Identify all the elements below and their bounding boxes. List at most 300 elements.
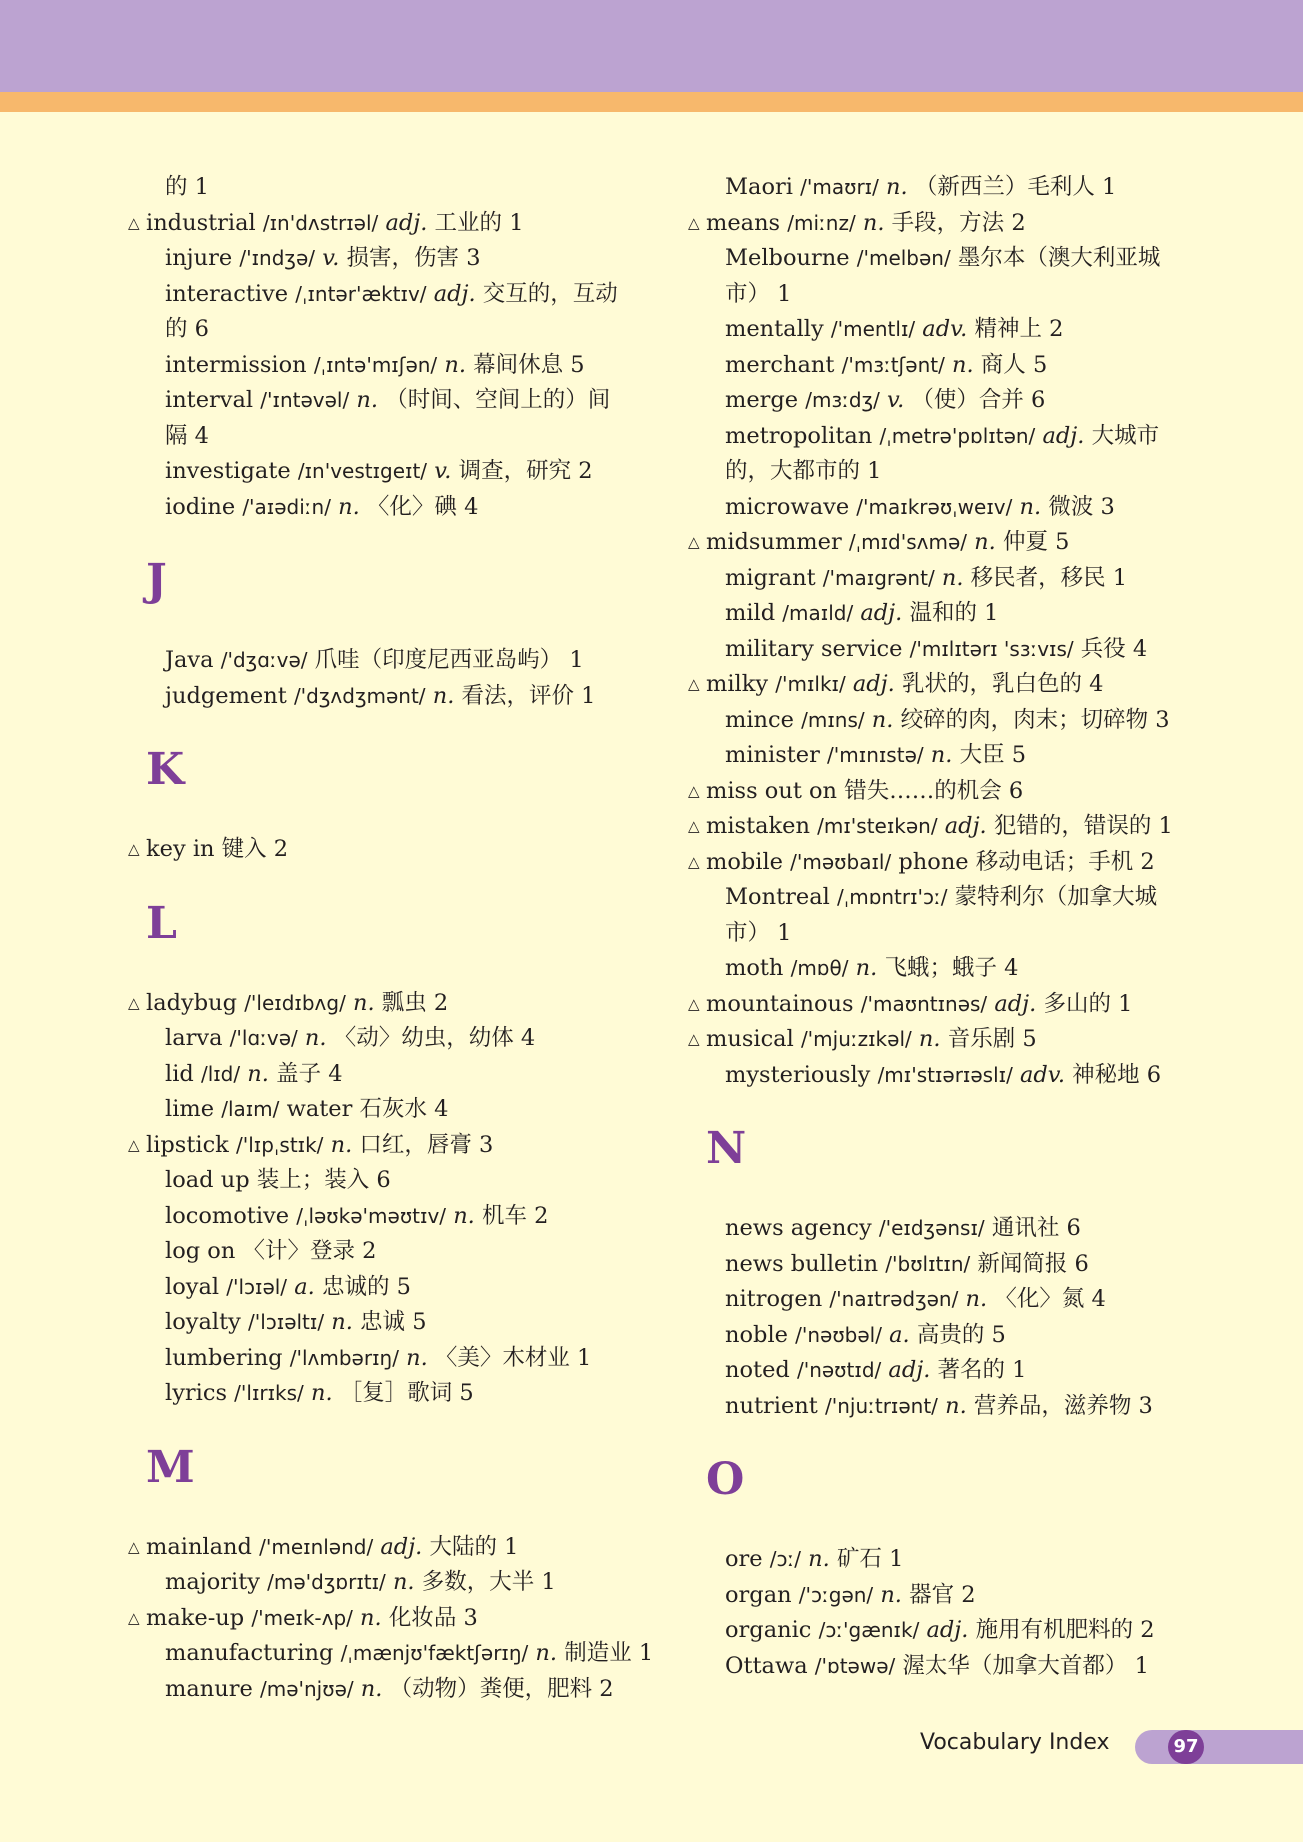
entry-headword: lid bbox=[165, 1060, 194, 1087]
entry-headword: loyal bbox=[165, 1273, 220, 1300]
entry-part-of-speech: n. bbox=[941, 564, 964, 591]
entry-phonetic: /'meɪk-ʌp/ bbox=[251, 1605, 353, 1630]
entry-part-of-speech: n. bbox=[1019, 493, 1042, 520]
entry-definition: 神秘地 6 bbox=[1072, 1061, 1162, 1088]
entry-phonetic: /lɪd/ bbox=[200, 1061, 241, 1086]
entry-phonetic: /'mɪlkɪ/ bbox=[775, 672, 846, 696]
entry-definition: 大城市 bbox=[1091, 422, 1160, 449]
entry-part-of-speech: n. bbox=[432, 682, 455, 709]
entry-definition: 错失……的机会 6 bbox=[844, 777, 1024, 804]
triangle-marker-icon: △ bbox=[688, 994, 700, 1013]
vocab-entry bbox=[688, 1389, 1188, 1425]
entry-headword: metropolitan bbox=[725, 422, 873, 449]
entry-headword: investigate bbox=[165, 458, 291, 484]
entry-phonetic: /ɔː/ bbox=[769, 1547, 801, 1571]
vocab-entry bbox=[128, 1672, 628, 1708]
entry-continuation bbox=[688, 916, 1188, 952]
page-number: 97 bbox=[1168, 1730, 1204, 1764]
entry-headword: lipstick bbox=[146, 1131, 229, 1158]
entry-definition: 口红，唇膏 3 bbox=[359, 1131, 494, 1158]
left-column bbox=[128, 170, 654, 1707]
entry-definition: 瓢虫 2 bbox=[381, 989, 449, 1016]
vocab-entry bbox=[128, 1341, 628, 1377]
entry-headword: interval bbox=[165, 387, 254, 413]
vocab-entry bbox=[128, 1636, 654, 1672]
vocab-entry bbox=[128, 986, 628, 1022]
entry-phonetic: /'ɪndʒə/ bbox=[239, 246, 316, 270]
entry-definition: 渥太华（加拿大首都） 1 bbox=[902, 1652, 1149, 1679]
entry-part-of-speech: n. bbox=[304, 1025, 327, 1051]
entry-headword: milky bbox=[706, 671, 769, 697]
vocab-entry bbox=[128, 1092, 628, 1128]
entry-definition: 音乐剧 5 bbox=[947, 1026, 1037, 1052]
entry-phonetic: /ɪn'vestɪgeɪt/ bbox=[297, 459, 428, 483]
entry-part-of-speech: adj. bbox=[944, 813, 987, 839]
entry-part-of-speech: n. bbox=[352, 989, 375, 1016]
entry-part-of-speech: n. bbox=[310, 1380, 333, 1406]
triangle-marker-icon: △ bbox=[128, 993, 140, 1012]
entry-headword: Ottawa bbox=[725, 1652, 808, 1679]
entry-headword: mild bbox=[725, 600, 776, 626]
entry-definition: 大陆的 1 bbox=[429, 1533, 519, 1560]
entry-phonetic: /'məʊbaɪl/ bbox=[790, 849, 892, 874]
entry-phonetic: /'mɜːtʃənt/ bbox=[841, 352, 945, 377]
vocab-entry bbox=[688, 632, 1188, 668]
entry-phonetic: /ˌmetrə'pɒlɪtən/ bbox=[879, 423, 1036, 448]
vocab-entry bbox=[688, 667, 1188, 703]
entry-definition: 〈动〉幼虫，幼体 4 bbox=[333, 1025, 536, 1051]
entry-headword: noted bbox=[725, 1357, 790, 1383]
entry-part-of-speech: n. bbox=[247, 1060, 269, 1087]
section-letter-heading: L bbox=[146, 897, 177, 949]
entry-headword: lime bbox=[165, 1096, 215, 1122]
vocab-entry bbox=[688, 1211, 1188, 1247]
entry-headword: mistaken bbox=[706, 813, 810, 839]
entry-definition: 机车 2 bbox=[482, 1202, 549, 1229]
entry-phonetic: /'meɪnlənd/ bbox=[259, 1534, 374, 1559]
entry-phonetic: /'leɪdɪbʌg/ bbox=[244, 990, 346, 1015]
entry-part-of-speech: n. bbox=[330, 1131, 353, 1158]
entry-definition: 看法，评价 1 bbox=[461, 682, 596, 709]
entry-definition: 移民者，移民 1 bbox=[970, 564, 1128, 591]
entry-part-of-speech: adj. bbox=[433, 280, 476, 307]
entry-phonetic: /'bʊlɪtɪn/ bbox=[885, 1251, 971, 1276]
entry-phonetic: /'dʒʌdʒmənt/ bbox=[293, 683, 426, 708]
entry-part-of-speech: n. bbox=[535, 1640, 558, 1666]
section-letter-heading: J bbox=[146, 555, 167, 606]
vocab-entry bbox=[128, 1530, 628, 1566]
entry-definition: （动物）粪便，肥料 2 bbox=[389, 1675, 614, 1702]
entry-definition: 的 6 bbox=[165, 316, 209, 342]
triangle-marker-icon: △ bbox=[688, 817, 700, 835]
entry-definition: 的，大都市的 1 bbox=[725, 458, 882, 484]
vocab-entry bbox=[128, 1199, 628, 1235]
triangle-marker-icon: △ bbox=[688, 533, 700, 551]
vocab-entry bbox=[688, 419, 1188, 455]
entry-definition: 乳状的，乳白色的 4 bbox=[901, 671, 1104, 697]
entry-definition: 盖子 4 bbox=[276, 1060, 343, 1087]
vocab-entry bbox=[128, 1234, 628, 1270]
entry-definition: 〈化〉碘 4 bbox=[366, 493, 479, 520]
vocab-entry bbox=[128, 1270, 628, 1306]
entry-definition: 制造业 1 bbox=[564, 1640, 654, 1666]
triangle-marker-icon: △ bbox=[688, 852, 700, 871]
entry-part-of-speech: n. bbox=[951, 351, 974, 378]
entry-definition: 损害，伤害 3 bbox=[346, 245, 481, 271]
vocab-entry bbox=[688, 1542, 1188, 1578]
vocab-entry bbox=[128, 832, 628, 868]
entry-phonetic: /mɜːdʒ/ bbox=[805, 388, 880, 412]
entry-headword: ladybug bbox=[146, 989, 238, 1016]
entry-phonetic: /mɒθ/ bbox=[790, 956, 849, 980]
entry-headword: mobile bbox=[706, 848, 783, 875]
vocab-entry bbox=[688, 845, 1188, 881]
triangle-marker-icon: △ bbox=[688, 675, 700, 693]
entry-phonetic: /ˌləʊkə'məʊtɪv/ bbox=[296, 1203, 447, 1228]
entry-phonetic: /mɪ'stɪərɪəslɪ/ bbox=[877, 1062, 1013, 1087]
entry-definition: 飞蛾；蛾子 4 bbox=[884, 955, 1019, 981]
entry-definition: 多数，大半 1 bbox=[421, 1569, 556, 1595]
vocab-entry bbox=[688, 383, 1188, 419]
vocab-entry bbox=[688, 951, 1188, 987]
entry-definition: 化妆品 3 bbox=[388, 1604, 478, 1631]
entry-part-of-speech: n. bbox=[855, 955, 878, 981]
vocab-entry bbox=[128, 1057, 628, 1093]
entry-headword: industrial bbox=[146, 209, 256, 236]
entry-headword: iodine bbox=[165, 493, 236, 520]
entry-part-of-speech: v. bbox=[322, 245, 340, 271]
entry-definition: 键入 2 bbox=[221, 836, 289, 862]
entry-definition: 仲夏 5 bbox=[1002, 529, 1070, 555]
entry-definition: 隔 4 bbox=[165, 422, 209, 449]
entry-headword: majority bbox=[165, 1569, 260, 1595]
entry-phonetic: /ˌmɒntrɪ'ɔː/ bbox=[836, 885, 948, 909]
entry-headword: news agency bbox=[725, 1215, 872, 1241]
section-letter-heading: O bbox=[706, 1454, 745, 1505]
entry-headword: Java bbox=[165, 647, 214, 673]
triangle-marker-icon: △ bbox=[128, 1537, 140, 1556]
header-band bbox=[0, 0, 1303, 92]
entry-phonetic: /mɪ'steɪkən/ bbox=[817, 814, 938, 838]
entry-headword: miss out on bbox=[706, 777, 838, 804]
entry-definition: 蒙特利尔（加拿大城 bbox=[954, 884, 1158, 910]
entry-phonetic: /'aɪədiːn/ bbox=[242, 494, 331, 519]
header-stripe bbox=[0, 92, 1303, 112]
entry-definition: water 石灰水 4 bbox=[286, 1096, 449, 1122]
entry-continuation bbox=[128, 312, 628, 348]
entry-continuation bbox=[688, 277, 1188, 313]
entry-part-of-speech: n. bbox=[338, 493, 360, 520]
vocab-entry bbox=[128, 1163, 628, 1199]
entry-definition: 装上；装入 6 bbox=[256, 1167, 391, 1193]
triangle-marker-icon: △ bbox=[128, 1608, 140, 1627]
entry-continuation bbox=[128, 170, 628, 206]
vocab-entry bbox=[128, 1305, 628, 1341]
entry-headword: mentally bbox=[725, 316, 824, 342]
vocab-entry bbox=[688, 561, 1188, 597]
triangle-marker-icon: △ bbox=[128, 1135, 140, 1154]
vocab-entry bbox=[128, 1565, 628, 1601]
entry-continuation bbox=[688, 454, 1188, 490]
entry-definition: 大臣 5 bbox=[959, 742, 1027, 768]
entry-headword: organic bbox=[725, 1617, 812, 1643]
entry-part-of-speech: n. bbox=[974, 529, 996, 555]
entry-headword: injure bbox=[165, 245, 233, 271]
entry-definition: 器官 2 bbox=[909, 1581, 976, 1608]
vocab-entry bbox=[128, 1376, 628, 1412]
entry-definition: 营养品，滋养物 3 bbox=[973, 1392, 1153, 1419]
entry-definition: 手段，方法 2 bbox=[891, 209, 1026, 236]
entry-phonetic: /laɪm/ bbox=[221, 1097, 280, 1121]
entry-phonetic: /'ɪntəvəl/ bbox=[260, 388, 350, 412]
footer-tab bbox=[1135, 1730, 1303, 1764]
entry-headword: intermission bbox=[165, 351, 307, 378]
entry-headword: musical bbox=[706, 1026, 794, 1052]
vocab-entry bbox=[688, 738, 1188, 774]
triangle-marker-icon: △ bbox=[688, 1030, 700, 1048]
entry-part-of-speech: n. bbox=[360, 1675, 383, 1702]
entry-headword: nutrient bbox=[725, 1392, 818, 1419]
vocab-entry bbox=[128, 679, 628, 715]
entry-headword: mountainous bbox=[706, 990, 854, 1017]
footer-section-title: Vocabulary Index bbox=[920, 1730, 1110, 1755]
entry-part-of-speech: a. bbox=[294, 1273, 315, 1300]
vocab-entry bbox=[128, 643, 628, 679]
entry-phonetic: /'mɪnɪstə/ bbox=[827, 743, 924, 767]
entry-definition: 的 1 bbox=[165, 174, 209, 200]
vocab-entry bbox=[128, 277, 628, 313]
entry-definition: 幕间休息 5 bbox=[473, 351, 585, 378]
entry-definition: 新闻简报 6 bbox=[977, 1250, 1089, 1277]
entry-definition: 犯错的，错误的 1 bbox=[993, 813, 1173, 839]
entry-definition: 忠诚 5 bbox=[360, 1309, 427, 1335]
entry-part-of-speech: n. bbox=[880, 1581, 902, 1608]
vocab-entry bbox=[688, 348, 1188, 384]
vocab-entry bbox=[688, 1282, 1188, 1318]
entry-definition: 温和的 1 bbox=[909, 600, 999, 626]
entry-part-of-speech: adj. bbox=[926, 1617, 969, 1643]
entry-part-of-speech: n. bbox=[331, 1309, 353, 1335]
vocab-entry bbox=[688, 1247, 1188, 1283]
entry-definition: 商人 5 bbox=[980, 351, 1048, 378]
entry-headword: minister bbox=[725, 742, 820, 768]
section-letter-heading: K bbox=[146, 744, 185, 795]
vocab-entry bbox=[128, 206, 628, 242]
vocab-entry bbox=[688, 1022, 1188, 1058]
vocab-entry bbox=[688, 596, 1188, 632]
entry-part-of-speech: adj. bbox=[852, 671, 895, 697]
entry-headword: merge bbox=[725, 387, 799, 413]
entry-headword: manure bbox=[165, 1675, 253, 1702]
entry-phonetic: /'ɔːgən/ bbox=[798, 1582, 874, 1607]
vocab-entry bbox=[688, 206, 1188, 242]
entry-phonetic: /'lɑːvə/ bbox=[229, 1026, 298, 1050]
entry-headword: merchant bbox=[725, 351, 835, 378]
entry-headword: Melbourne bbox=[725, 245, 850, 271]
entry-definition: 交互的，互动 bbox=[482, 280, 618, 307]
entry-definition: phone 移动电话；手机 2 bbox=[898, 848, 1155, 875]
entry-part-of-speech: n. bbox=[444, 351, 466, 378]
vocab-entry bbox=[128, 454, 628, 490]
entry-definition: 忠诚的 5 bbox=[321, 1273, 411, 1300]
entry-headword: news bulletin bbox=[725, 1250, 879, 1277]
entry-headword: moth bbox=[725, 955, 784, 981]
entry-headword: lumbering bbox=[165, 1344, 283, 1371]
entry-part-of-speech: n. bbox=[392, 1569, 415, 1595]
entry-phonetic: /'lɪrɪks/ bbox=[234, 1381, 304, 1405]
vocab-entry bbox=[688, 809, 1188, 845]
entry-headword: noble bbox=[725, 1321, 788, 1348]
vocab-entry bbox=[128, 241, 628, 277]
entry-part-of-speech: adj. bbox=[385, 209, 428, 236]
entry-headword: migrant bbox=[725, 564, 816, 591]
entry-phonetic: /mə'dʒɒrɪtɪ/ bbox=[267, 1570, 386, 1594]
entry-phonetic: /ˌmænjʊ'fæktʃərɪŋ/ bbox=[340, 1641, 529, 1665]
vocab-entry bbox=[688, 1578, 1188, 1614]
entry-headword: load up bbox=[165, 1167, 250, 1193]
entry-phonetic: /ˌɪntər'æktɪv/ bbox=[295, 281, 427, 306]
entry-headword: interactive bbox=[165, 280, 289, 307]
entry-headword: Montreal bbox=[725, 884, 830, 910]
entry-phonetic: /'dʒɑːvə/ bbox=[220, 648, 308, 672]
entry-headword: judgement bbox=[165, 682, 287, 709]
entry-phonetic: /maɪld/ bbox=[782, 601, 854, 625]
entry-phonetic: /'mentlɪ/ bbox=[830, 317, 916, 341]
entry-part-of-speech: n. bbox=[918, 1026, 941, 1052]
entry-part-of-speech: n. bbox=[862, 209, 885, 236]
entry-headword: Maori bbox=[725, 174, 793, 200]
entry-phonetic: /'maɪkrəʊˌweɪv/ bbox=[856, 494, 1013, 519]
entry-part-of-speech: adj. bbox=[860, 600, 903, 626]
entry-definition: 调查，研究 2 bbox=[458, 458, 593, 484]
entry-definition: 精神上 2 bbox=[974, 316, 1064, 342]
entry-definition: 〈化〉氮 4 bbox=[994, 1286, 1106, 1312]
entry-headword: lyrics bbox=[165, 1380, 228, 1406]
entry-part-of-speech: n. bbox=[808, 1546, 830, 1572]
vocab-entry bbox=[688, 525, 1188, 561]
entry-headword: ore bbox=[725, 1546, 763, 1572]
entry-phonetic: /'mɪlɪtərɪ 'sɜːvɪs/ bbox=[909, 636, 1074, 661]
entry-definition: 兵役 4 bbox=[1080, 635, 1148, 662]
vocab-entry bbox=[688, 312, 1188, 348]
vocab-entry bbox=[688, 1318, 1188, 1354]
vocab-entry bbox=[688, 880, 1188, 916]
vocab-entry bbox=[688, 1649, 1188, 1685]
entry-phonetic: /'nəʊtɪd/ bbox=[796, 1358, 882, 1382]
entry-definition: 〈美〉木材业 1 bbox=[434, 1344, 592, 1371]
entry-part-of-speech: n. bbox=[406, 1344, 428, 1371]
entry-headword: means bbox=[706, 209, 781, 236]
entry-phonetic: /'lɪpˌstɪk/ bbox=[235, 1132, 324, 1157]
entry-headword: locomotive bbox=[165, 1202, 290, 1229]
entry-headword: microwave bbox=[725, 493, 850, 520]
entry-definition: （使）合并 6 bbox=[911, 387, 1046, 413]
vocab-entry bbox=[688, 490, 1188, 526]
entry-phonetic: /'maʊntɪnəs/ bbox=[860, 991, 988, 1016]
triangle-marker-icon: △ bbox=[688, 781, 700, 800]
entry-phonetic: /'ɒtəwə/ bbox=[814, 1653, 896, 1678]
entry-definition: 〈计〉登录 2 bbox=[242, 1238, 377, 1264]
entry-phonetic: /'eɪdʒənsɪ/ bbox=[878, 1216, 985, 1240]
entry-definition: （新西兰）毛利人 1 bbox=[914, 174, 1117, 200]
entry-definition: 市） 1 bbox=[725, 280, 792, 307]
entry-phonetic: /'maʊrɪ/ bbox=[800, 175, 879, 199]
entry-definition: 微波 3 bbox=[1048, 493, 1115, 520]
entry-definition: 绞碎的肉，肉末；切碎物 3 bbox=[900, 706, 1170, 733]
entry-phonetic: /'nəʊbəl/ bbox=[795, 1322, 882, 1347]
entry-phonetic: /miːnz/ bbox=[787, 210, 856, 235]
entry-part-of-speech: n. bbox=[360, 1604, 382, 1631]
entry-phonetic: /'melbən/ bbox=[856, 246, 951, 270]
entry-phonetic: /ˌɪntə'mɪʃən/ bbox=[313, 352, 438, 377]
entry-definition: 工业的 1 bbox=[434, 209, 524, 236]
entry-phonetic: /ˌmɪd'sʌmə/ bbox=[848, 530, 967, 554]
entry-headword: key in bbox=[146, 836, 215, 862]
entry-phonetic: /'lɔɪəltɪ/ bbox=[247, 1310, 325, 1334]
vocab-entry bbox=[128, 490, 628, 526]
entry-part-of-speech: adj. bbox=[994, 990, 1037, 1017]
entry-part-of-speech: n. bbox=[930, 742, 953, 768]
entry-headword: organ bbox=[725, 1581, 792, 1608]
entry-headword: larva bbox=[165, 1025, 223, 1051]
vocab-entry bbox=[128, 1021, 628, 1057]
entry-definition: 多山的 1 bbox=[1043, 990, 1133, 1017]
entry-definition: 高贵的 5 bbox=[916, 1321, 1006, 1348]
vocab-entry bbox=[128, 348, 628, 384]
vocab-entry bbox=[688, 774, 1188, 810]
entry-part-of-speech: adj. bbox=[1042, 422, 1085, 449]
entry-part-of-speech: adj. bbox=[888, 1357, 931, 1383]
entry-headword: loyalty bbox=[165, 1309, 241, 1335]
section-letter-heading: M bbox=[146, 1441, 195, 1493]
right-column bbox=[688, 170, 1188, 1684]
entry-part-of-speech: adj. bbox=[380, 1533, 423, 1560]
entry-headword: nitrogen bbox=[725, 1286, 823, 1312]
entry-part-of-speech: n. bbox=[886, 174, 908, 200]
vocab-entry bbox=[128, 1128, 628, 1164]
vocab-entry bbox=[688, 1353, 1188, 1389]
triangle-marker-icon: △ bbox=[128, 840, 140, 858]
vocab-entry bbox=[128, 383, 628, 419]
entry-part-of-speech: n. bbox=[965, 1286, 988, 1312]
entry-part-of-speech: v. bbox=[887, 387, 905, 413]
vocab-entry bbox=[128, 1601, 628, 1637]
entry-headword: mysteriously bbox=[725, 1061, 871, 1088]
entry-continuation bbox=[128, 419, 628, 455]
vocab-entry bbox=[688, 1058, 1188, 1094]
entry-headword: mainland bbox=[146, 1533, 252, 1560]
entry-part-of-speech: n. bbox=[871, 706, 894, 733]
entry-definition: 著名的 1 bbox=[937, 1357, 1027, 1383]
triangle-marker-icon: △ bbox=[688, 213, 700, 232]
section-letter-heading: N bbox=[706, 1123, 747, 1174]
entry-phonetic: /'lɔɪəl/ bbox=[226, 1274, 288, 1299]
entry-headword: manufacturing bbox=[165, 1640, 334, 1666]
entry-phonetic: /ɔː'gænɪk/ bbox=[818, 1618, 920, 1642]
entry-definition: 墨尔本（澳大利亚城 bbox=[957, 245, 1161, 271]
entry-phonetic: /'mjuːzɪkəl/ bbox=[800, 1027, 912, 1051]
entry-part-of-speech: adv. bbox=[1019, 1061, 1065, 1088]
entry-definition: 施用有机肥料的 2 bbox=[975, 1617, 1155, 1643]
entry-headword: midsummer bbox=[706, 529, 842, 555]
vocab-entry bbox=[688, 241, 1188, 277]
entry-definition: 通讯社 6 bbox=[991, 1215, 1081, 1241]
entry-part-of-speech: v. bbox=[434, 458, 452, 484]
vocab-entry bbox=[688, 703, 1188, 739]
entry-headword: log on bbox=[165, 1238, 236, 1264]
entry-definition: 市） 1 bbox=[725, 919, 792, 946]
entry-phonetic: /'njuːtrɪənt/ bbox=[824, 1393, 938, 1418]
